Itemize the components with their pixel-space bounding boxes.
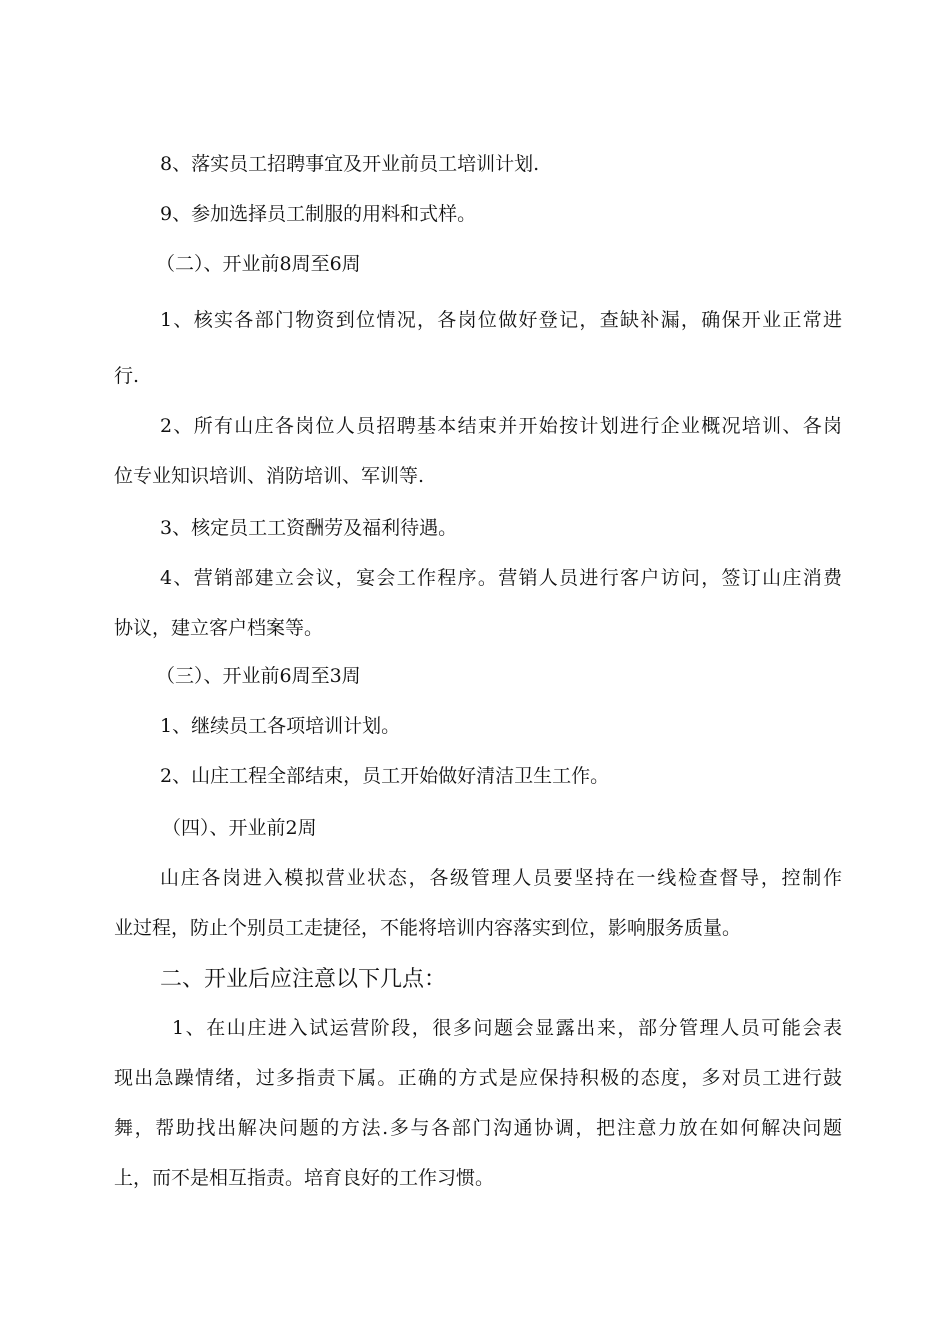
item-9: 9、参加选择员工制服的用料和式样。	[160, 203, 477, 225]
note-1-line-4: 上，而不是相互指责。培育良好的工作习惯。	[114, 1167, 495, 1189]
note-1-line-3: 舞，帮助找出解决问题的方法.多与各部门沟通协调，把注意力放在如何解决问题	[114, 1117, 842, 1139]
item-4-line-1: 4、营销部建立会议，宴会工作程序。营销人员进行客户访问，签订山庄消费	[160, 567, 842, 589]
item-1-line-2: 行.	[114, 365, 140, 387]
item-1-training: 1、继续员工各项培训计划。	[160, 715, 401, 737]
item-2-line-2: 位专业知识培训、消防培训、军训等.	[114, 465, 425, 487]
section-heading-3: （三）、开业前6周至3周	[156, 665, 361, 687]
note-1-line-1: 1、在山庄进入试运营阶段，很多问题会显露出来，部分管理人员可能会表	[172, 1017, 842, 1039]
item-2-line-1: 2、所有山庄各岗位人员招聘基本结束并开始按计划进行企业概况培训、各岗	[160, 415, 842, 437]
section-heading-4: （四）、开业前2周	[162, 817, 317, 839]
chapter-heading-2: 二、开业后应注意以下几点：	[160, 967, 447, 992]
simulation-line-1: 山庄各岗进入模拟营业状态，各级管理人员要坚持在一线检查督导，控制作	[160, 867, 842, 889]
item-1-line-1: 1、核实各部门物资到位情况，各岗位做好登记，查缺补漏，确保开业正常进	[160, 309, 842, 331]
section-heading-2: （二）、开业前8周至6周	[156, 253, 361, 275]
item-4-line-2: 协议，建立客户档案等。	[114, 617, 324, 639]
note-1-line-2: 现出急躁情绪，过多指责下属。正确的方式是应保持积极的态度，多对员工进行鼓	[114, 1067, 842, 1089]
item-2-cleaning: 2、山庄工程全部结束，员工开始做好清洁卫生工作。	[160, 765, 610, 787]
item-3: 3、核定员工工资酬劳及福利待遇。	[160, 517, 458, 539]
item-8: 8、落实员工招聘事宜及开业前员工培训计划.	[160, 153, 540, 175]
simulation-line-2: 业过程，防止个别员工走捷径，不能将培训内容落实到位，影响服务质量。	[114, 917, 742, 939]
